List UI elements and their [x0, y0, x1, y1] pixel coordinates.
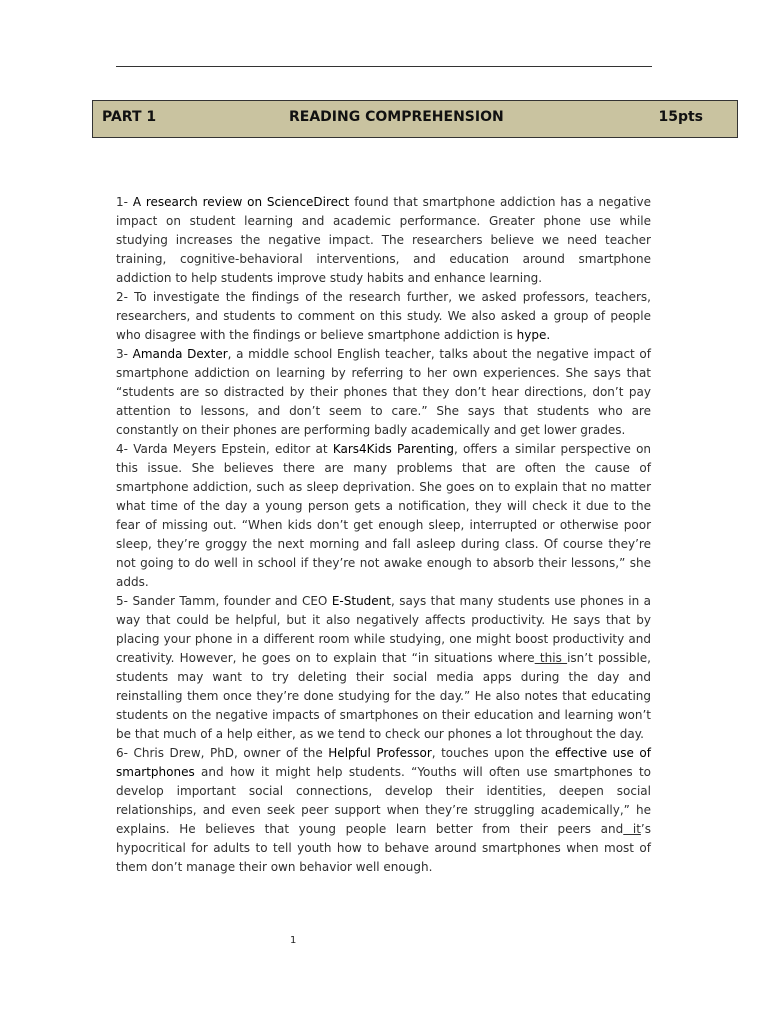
paragraph-1: [116, 193, 651, 288]
paragraph-number: 3-: [116, 347, 133, 361]
link-amanda-dexter[interactable]: Amanda Dexter: [132, 347, 228, 361]
paragraph-6: [116, 744, 651, 877]
paragraph-text: found that smartphone addiction has a negative impact on student learning and academic performance. Greater phone use while studying increases the negative impact. The researchers believe we need teacher training, cognitive-behavioral interventions, and education around smartphone addiction to help students improve study habits and enhance learning.: [116, 195, 651, 285]
paragraph-text: Varda Meyers Epstein, editor at: [133, 442, 333, 456]
underlined-word-it: it: [623, 822, 641, 836]
paragraph-number: 1-: [116, 195, 133, 209]
paragraph-text: and how it might help students. “Youths will often use smartphones to develop important social connections, develop their identities, deepen social relationships, and even seek peer support when they’re struggling academically,” he explains. He believes that young people learn better from their peers and: [116, 765, 651, 836]
section-banner: [92, 100, 738, 138]
paragraph-4: [116, 440, 651, 592]
link-sciencedirect-review[interactable]: A research review on ScienceDirect: [132, 195, 350, 209]
paragraph-5: [116, 592, 651, 744]
paragraph-number: 4-: [116, 442, 134, 456]
section-title: READING COMPREHENSION: [289, 109, 504, 125]
header-rule: [116, 66, 652, 67]
points-label: 15pts: [658, 109, 703, 125]
link-e-student[interactable]: E-Student: [331, 594, 391, 608]
paragraph-text: To investigate the findings of the research further, we asked professors, teachers, researchers, and students to comment on this study. We also asked a group of people who disagree with the findings or believe smartphone addiction is: [116, 290, 651, 342]
paragraph-text: Chris Drew, PhD, owner of the: [133, 746, 329, 760]
paragraph-number: 5-: [116, 594, 133, 608]
paragraph-text: , offers a similar perspective on this issue. She believes there are many problems that are often the cause of smartphone addiction, such as sleep deprivation. She goes on to explain that no matter what time of the day a young person gets a notification, they will check it due to the fear of missing out. “When kids don’t get enough sleep, interrupted or otherwise poor sleep, they’re groggy the next morning and fall asleep during class. Of course they’re not going to do well in school if they’re not awake enough to absorb their lessons,” she adds.: [116, 442, 652, 589]
link-helpful-professor[interactable]: Helpful Professor: [328, 746, 432, 760]
part-label: PART 1: [102, 109, 157, 125]
page-number: 1: [290, 935, 297, 946]
reading-passage: [116, 193, 651, 877]
link-kars4kids-parenting[interactable]: Kars4Kids Parenting: [332, 442, 454, 456]
underlined-word-this: this: [534, 651, 568, 665]
paragraph-number: 2-: [116, 290, 135, 304]
paragraph-text: Sander Tamm, founder and CEO: [132, 594, 332, 608]
paragraph-number: 6-: [116, 746, 134, 760]
link-hype[interactable]: hype.: [516, 328, 551, 342]
paragraph-text: , a middle school English teacher, talks about the negative impact of smartphone addiction on learning by referring to her own experiences. She says that “students are so distracted by their phones that they don’t hear directions, don’t pay attention to lessons, and don’t seem to care.” She says that students who are constantly on their phones are performing badly academically and get lower grades.: [116, 347, 651, 437]
link-effective-use-of-smartphones[interactable]: effective use of smartphones: [116, 746, 652, 779]
paragraph-3: [116, 345, 651, 440]
paragraph-text: , touches upon the: [431, 746, 555, 760]
paragraph-text: ’s hypocritical for adults to tell youth how to behave around smartphones when most of them don’t manage their own behavior well enough.: [116, 822, 651, 874]
paragraph-text: isn’t possible, students may want to try deleting their social media apps during the day and reinstalling them once they’re done studying for the day.” He also notes that educating students on the negative impacts of smartphones on their education and learning won’t be that much of a help either, as we tend to check our phones a lot throughout the day.: [116, 651, 651, 741]
paragraph-text: , says that many students use phones in a way that could be helpful, but it also negatively affects productivity. He says that by placing your phone in a different room while studying, one might boost productivity and creativity. However, he goes on to explain that “in situations where: [116, 594, 652, 665]
paragraph-2: [116, 288, 651, 345]
